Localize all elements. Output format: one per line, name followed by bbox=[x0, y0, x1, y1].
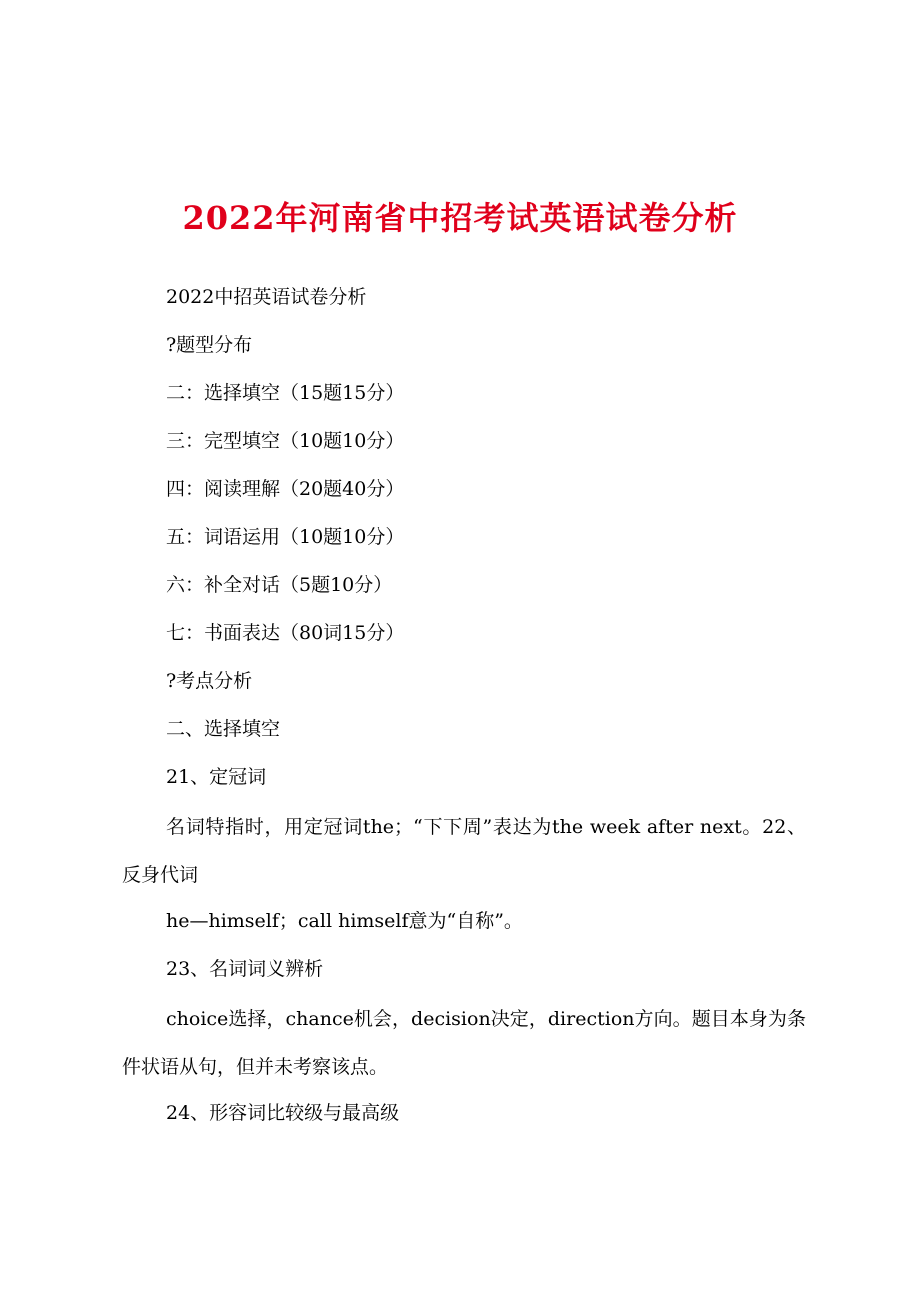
section-question-types: ?题型分布 bbox=[166, 334, 253, 356]
question-heading-21: 21、定冠词 bbox=[166, 766, 267, 788]
question-heading-23: 23、名词词义辨析 bbox=[166, 958, 324, 980]
paragraph-21: 名词特指时，用定冠词the；“下下周”表达为the week after next。22、反身代词 bbox=[122, 816, 806, 886]
document-title: 2022年河南省中招考试英语试卷分析 bbox=[182, 199, 738, 237]
paragraph-23: choice选择，chance机会，decision决定，direction方向。题目本身为条件状语从句，但并未考察该点。 bbox=[122, 1008, 806, 1078]
question-heading-24: 24、形容词比较级与最高级 bbox=[166, 1102, 400, 1124]
question-type-item: 五：词语运用（10题10分） bbox=[166, 526, 405, 548]
section-key-points: ?考点分析 bbox=[166, 670, 253, 692]
subtitle-line: 2022中招英语试卷分析 bbox=[166, 286, 367, 308]
question-type-item: 四：阅读理解（20题40分） bbox=[166, 478, 405, 500]
question-type-item: 三：完型填空（10题10分） bbox=[166, 430, 405, 452]
question-type-item: 六：补全对话（5题10分） bbox=[166, 574, 393, 596]
question-type-item: 七：书面表达（80词15分） bbox=[166, 622, 405, 644]
subsection-heading: 二、选择填空 bbox=[166, 718, 281, 740]
question-type-item: 二：选择填空（15题15分） bbox=[166, 382, 405, 404]
line-22: he—himself；call himself意为“自称”。 bbox=[166, 910, 523, 932]
